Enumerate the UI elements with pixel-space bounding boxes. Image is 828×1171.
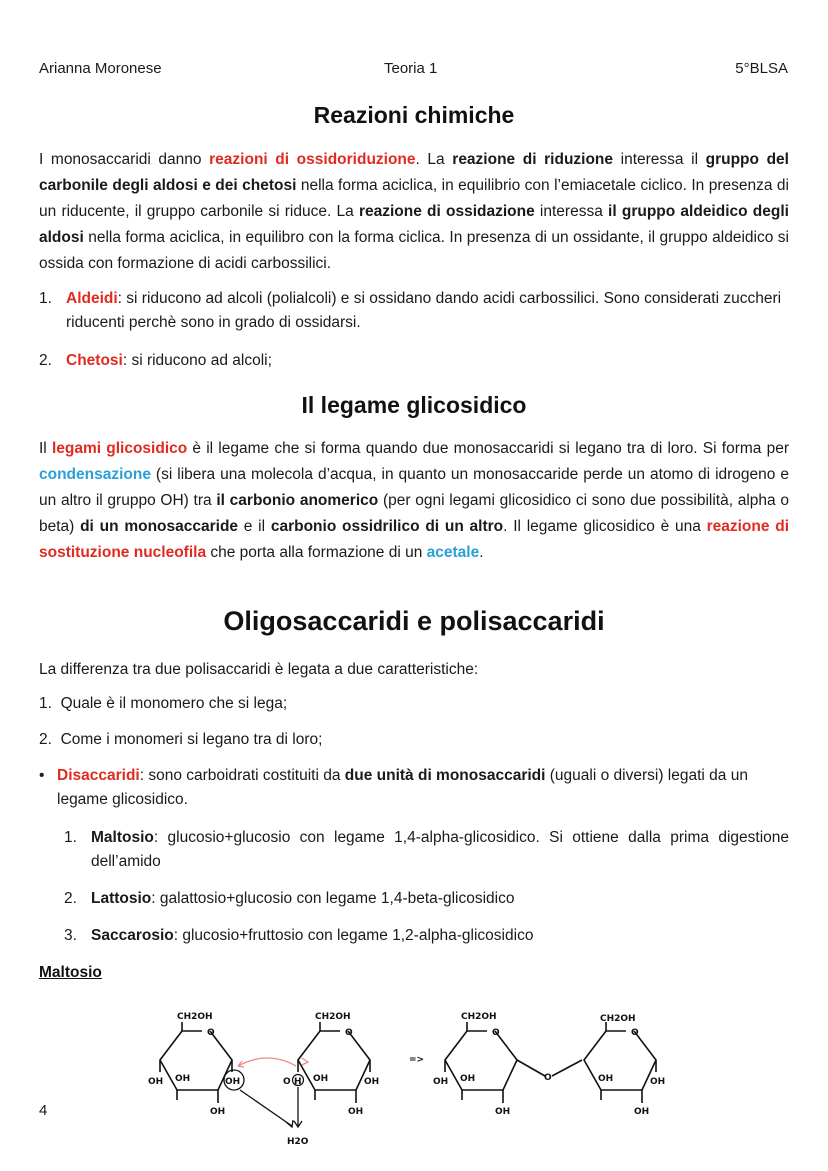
oh-label-r1-anomeric: OH xyxy=(225,1077,241,1087)
sublist-item-lattosio: 2. Lattosio: galattosio+glucosio con legame 1,4-beta-glicosidico xyxy=(64,890,515,907)
list-item-monomero: 1. Quale è il monomero che si lega; xyxy=(39,695,288,712)
header-title: Teoria 1 xyxy=(384,60,438,77)
electron-arrow xyxy=(238,1058,296,1066)
oh-label-r2-right: OH xyxy=(364,1077,380,1087)
header-author: Arianna Moronese xyxy=(39,60,162,77)
oh-label-r2-c3: OH xyxy=(313,1074,329,1084)
section-title-reazioni: Reazioni chimiche xyxy=(313,102,515,128)
sublist-item-saccarosio: 3. Saccarosio: glucosio+fruttosio con legame 1,2-alpha-glicosidico xyxy=(64,927,534,944)
oh-label-r3-c3: OH xyxy=(460,1074,476,1084)
water-arrow-left xyxy=(240,1090,292,1126)
o-label-r2: O xyxy=(283,1077,291,1087)
sublist-item-maltosio: 1. Maltosio: glucosio+glucosio con legame 1,4-alpha-glicosidico. Si ottiene dalla prima digestione dell’amido xyxy=(64,829,789,870)
bullet-disaccaridi: • Disaccaridi: sono carboidrati costituiti da due unità di monosaccaridi (uguali o diversi) legati da un legame glicosidico. xyxy=(39,767,748,808)
ch2oh-label-4: CH2OH xyxy=(600,1014,636,1024)
ring-4 xyxy=(584,1022,656,1103)
ring-oxygen-3: O xyxy=(492,1028,500,1038)
reaction-arrow: => xyxy=(409,1055,425,1065)
header-class: 5°BLSA xyxy=(735,60,788,77)
list-item-monomeri: 2. Come i monomeri si legano tra di loro; xyxy=(39,731,323,748)
ch2oh-label-2: CH2OH xyxy=(315,1012,351,1022)
section-title-legame: Il legame glicosidico xyxy=(301,392,527,418)
oh-label-r1-bottom: OH xyxy=(210,1107,226,1117)
page-number: 4 xyxy=(39,1102,48,1119)
list-item-aldeidi: 1. Aldeidi: si riducono ad alcoli (polialcoli) e si ossidano dando acidi carbossilici. Sono considerati zuccheri riducenti perchè sono in grado di ossidarsi. xyxy=(39,290,782,331)
glycosidic-oxygen: O xyxy=(544,1073,552,1083)
oh-label-r3-bottom: OH xyxy=(495,1107,511,1117)
oh-label-r2-bottom: OH xyxy=(348,1107,364,1117)
ring-oxygen-2: O xyxy=(345,1028,353,1038)
intro-text: La differenza tra due polisaccaridi è legata a due caratteristiche: xyxy=(39,661,479,678)
oh-label-r4-right: OH xyxy=(650,1077,666,1087)
oh-label-r1-c3: OH xyxy=(175,1074,191,1084)
oh-label-r1-left: OH xyxy=(148,1077,164,1087)
paragraph-ossidoriduzione: I monosaccaridi danno reazioni di ossidoriduzione. La reazione di riduzione interessa il gruppo del carbonile degli aldosi e dei chetosi nella forma aciclica, in equilibrio con l’emiacetale ciclico. In presenza di un riducente, il gruppo carbonile si riduce. La reazione di ossidazione interessa il gruppo aldeidico degli aldosi nella forma aciclica, in equilibro con la forma ciclica. In presenza di un ossidante, il gruppo aldeidico si ossida con formazione di acidi carbossilici. xyxy=(39,151,789,272)
paragraph-legame-glicosidico: Il legami glicosidico è il legame che si forma quando due monosaccaridi si legano tra di loro. Si forma per condensazione (si libera una molecola d’acqua, in quanto un monosaccaride perde un atomo di idrogeno e un altro il gruppo OH) tra il carbonio anomerico (per ogni legami glicosidico ci sono due possibilità, alpha o beta) di un monosaccaride e il carbonio ossidrilico di un altro. Il legame glicosidico è una reazione di sostituzione nucleofila che porta alla formazione di un acetale. xyxy=(39,440,790,561)
ch2oh-label-1: CH2OH xyxy=(177,1012,213,1022)
ring-oxygen-1: O xyxy=(207,1028,215,1038)
h-label-r2: H xyxy=(294,1077,302,1087)
water-label: H2O xyxy=(287,1137,309,1147)
ring-2 xyxy=(298,1022,370,1103)
ring-1 xyxy=(160,1022,232,1103)
ring-3 xyxy=(445,1022,582,1103)
oh-label-r3-left: OH xyxy=(433,1077,449,1087)
oh-label-r4-c3: OH xyxy=(598,1074,614,1084)
oh-label-r4-bottom: OH xyxy=(634,1107,650,1117)
list-item-chetosi: 2. Chetosi: si riducono ad alcoli; xyxy=(39,352,272,369)
ring-oxygen-4: O xyxy=(631,1028,639,1038)
section-title-oligosaccaridi: Oligosaccaridi e polisaccaridi xyxy=(223,606,605,636)
subheading-maltosio: Maltosio xyxy=(39,964,102,981)
ch2oh-label-3: CH2OH xyxy=(461,1012,497,1022)
